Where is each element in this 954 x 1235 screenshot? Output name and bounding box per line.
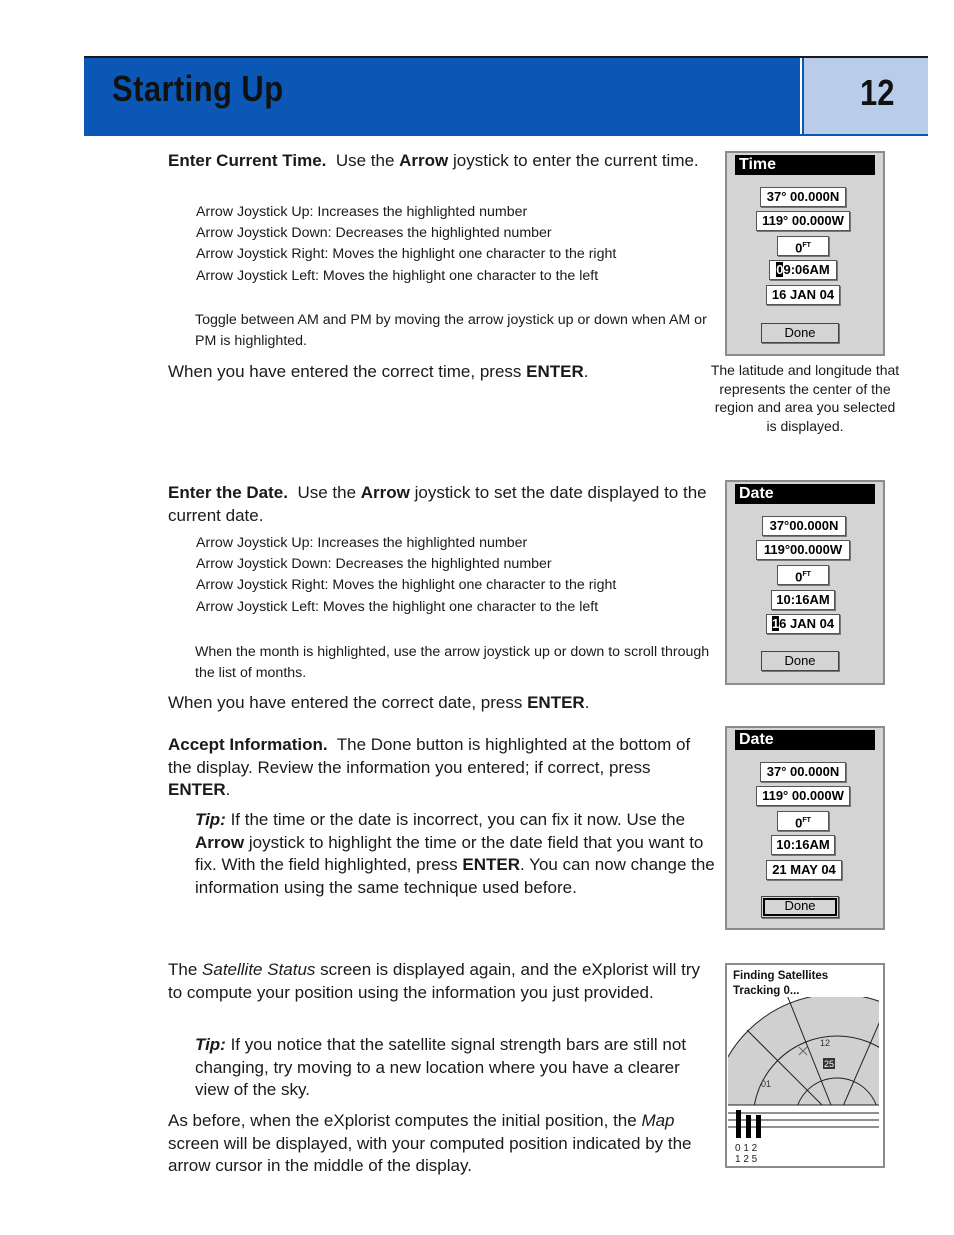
time-field[interactable] <box>769 260 837 280</box>
satellite-paragraph <box>168 959 708 1004</box>
altitude-unit: FT <box>802 817 811 824</box>
page-title: Starting Up <box>112 68 284 109</box>
latitude-field[interactable]: 37°00.000N <box>762 516 846 536</box>
list-item: Arrow Joystick Left: Moves the highlight one character to the left <box>196 268 599 284</box>
page-number: 12 <box>860 72 895 113</box>
tracking-label: Tracking 0... <box>733 985 800 997</box>
satellite-status-screen <box>725 963 885 1168</box>
altitude-field[interactable] <box>777 811 829 831</box>
date-closing-a: When you have entered the correct date, press <box>168 693 528 712</box>
date-note: When the month is highlighted, use the arrow joystick up or down to scroll through the list of months. <box>195 644 710 681</box>
sat-label-01: 01 <box>761 1079 772 1089</box>
time-heading: Enter Current Time. <box>168 151 327 170</box>
map-p2-a: As before, when the eXplorist computes the initial position, the <box>168 1111 642 1130</box>
sky-plot <box>727 965 883 1166</box>
time-closing <box>168 361 708 384</box>
signal-bar <box>736 1110 741 1138</box>
date-screen <box>725 480 885 685</box>
altitude-field[interactable] <box>777 236 829 256</box>
time-note: Toggle between AM and PM by moving the arrow joystick up or down when AM or PM is highlighted. <box>195 312 707 349</box>
map-p2-b: screen will be displayed, with your computed position indicated by the arrow cursor in the middle of the display. <box>168 1133 692 1175</box>
time-closing-a: When you have entered the correct time, press <box>168 362 527 381</box>
satellite-p1-a: The <box>168 960 203 979</box>
header-bottom-rule <box>84 134 928 136</box>
date-closing <box>168 692 708 715</box>
date-heading: Enter the Date. <box>168 483 288 502</box>
signal-bar <box>756 1115 761 1138</box>
date-closing-b: . <box>584 693 590 712</box>
time-screen-caption: The latitude and longitude that represents the center of the region and area you selected is displayed. <box>710 362 900 435</box>
date-joystick-list <box>196 533 716 618</box>
longitude-field[interactable]: 119° 00.000W <box>756 211 850 231</box>
accept-body-a: The Done button is highlighted at the bottom of the display. Review the information you entered; if correct, press <box>168 735 691 777</box>
cursor-highlight: 1 <box>771 616 780 631</box>
signal-bar <box>746 1115 751 1138</box>
finding-satellites-label: Finding Satellites <box>733 970 829 982</box>
sat-digits-top: 0 1 2 <box>735 1143 758 1154</box>
list-item: Arrow Joystick Left: Moves the highlight one character to the left <box>196 599 599 615</box>
sat-label-12: 12 <box>820 1038 831 1048</box>
done-button[interactable]: Done <box>761 323 839 343</box>
map-paragraph <box>168 1110 708 1178</box>
accept-tip-a: If the time or the date is incorrect, you can fix it now. Use the <box>225 810 686 829</box>
time-screen <box>725 151 885 356</box>
accept-body-b: . <box>225 780 231 799</box>
altitude-unit: FT <box>802 242 811 249</box>
date-screen-title: Date <box>735 484 875 504</box>
latitude-field[interactable]: 37° 00.000N <box>760 762 846 782</box>
page-number-box <box>802 58 928 134</box>
accept-body-enter: ENTER <box>168 780 226 799</box>
time-field[interactable]: 10:16AM <box>771 835 835 855</box>
date-value: 6 JAN 04 <box>779 616 835 631</box>
date-closing-enter: ENTER <box>527 693 585 712</box>
time-intro <box>168 150 708 173</box>
date-field[interactable]: 16 JAN 04 <box>766 285 840 305</box>
list-item: Arrow Joystick Up: Increases the highlighted number <box>196 204 528 220</box>
accept-tip-b: joystick to highlight the time or the date field that you want to fix. With the field highlighted, press <box>195 832 704 874</box>
list-item: Arrow Joystick Down: Decreases the highlighted number <box>196 225 552 241</box>
altitude-value: 0 <box>795 815 803 831</box>
sat-label-25: 25 <box>824 1059 835 1069</box>
time-joystick-list <box>196 202 716 287</box>
map-p2-italic: Map <box>641 1111 675 1130</box>
time-intro-b: joystick to enter the current time. <box>448 151 699 170</box>
satellite-p1-b: screen is displayed again, and the eXplorist will try to compute your position using the information you just provided. <box>168 960 701 1002</box>
date-screen-title: Date <box>735 730 875 750</box>
time-intro-a: Use the <box>335 151 400 170</box>
date-screen-accept <box>725 726 885 930</box>
altitude-field[interactable] <box>777 565 829 585</box>
header-banner <box>84 58 800 134</box>
date-field[interactable]: 21 MAY 04 <box>766 860 842 880</box>
satellite-tip-text: If you notice that the satellite signal strength bars are still not changing, try moving to a new location where you have a clearer view of the sky. <box>195 1035 687 1099</box>
accept-tip <box>195 809 715 899</box>
done-button[interactable]: Done <box>761 651 839 671</box>
accept-tip-c: . You can now change the information using the same technique used before. <box>195 855 715 897</box>
accept-heading: Accept Information. <box>168 735 328 754</box>
date-intro-b: joystick to set the date displayed to the current date. <box>168 483 707 525</box>
time-intro-arrow: Arrow <box>399 151 449 170</box>
date-intro-arrow: Arrow <box>360 483 410 502</box>
longitude-field[interactable]: 119° 00.000W <box>756 786 850 806</box>
date-intro-a: Use the <box>297 483 361 502</box>
list-item: Arrow Joystick Down: Decreases the highlighted number <box>196 556 552 572</box>
list-item: Arrow Joystick Right: Moves the highlight one character to the right <box>196 246 617 262</box>
time-screen-title: Time <box>735 155 875 175</box>
done-button[interactable]: Done <box>761 896 839 918</box>
satellite-p1-italic: Satellite Status <box>202 960 316 979</box>
time-field[interactable]: 10:16AM <box>771 590 835 610</box>
cursor-highlight: 0 <box>776 262 784 277</box>
time-closing-b: . <box>583 362 589 381</box>
satellite-tip <box>195 1034 715 1102</box>
time-value: 9:06AM <box>783 262 830 277</box>
accept-paragraph <box>168 734 708 802</box>
time-closing-enter: ENTER <box>526 362 584 381</box>
tip-label: Tip: <box>195 810 226 829</box>
date-intro <box>168 482 708 527</box>
altitude-value: 0 <box>795 569 803 585</box>
sat-digits-bottom: 1 2 5 <box>735 1154 758 1165</box>
list-item: Arrow Joystick Right: Moves the highlight one character to the right <box>196 577 617 593</box>
altitude-value: 0 <box>795 240 803 256</box>
latitude-field[interactable]: 37° 00.000N <box>760 187 846 207</box>
altitude-unit: FT <box>802 571 811 578</box>
accept-tip-arrow: Arrow <box>195 832 245 852</box>
accept-tip-enter: ENTER <box>462 855 521 874</box>
date-field[interactable] <box>766 614 840 634</box>
list-item: Arrow Joystick Up: Increases the highlighted number <box>196 535 528 551</box>
longitude-field[interactable]: 119°00.000W <box>756 540 850 560</box>
tip-label: Tip: <box>195 1035 226 1054</box>
